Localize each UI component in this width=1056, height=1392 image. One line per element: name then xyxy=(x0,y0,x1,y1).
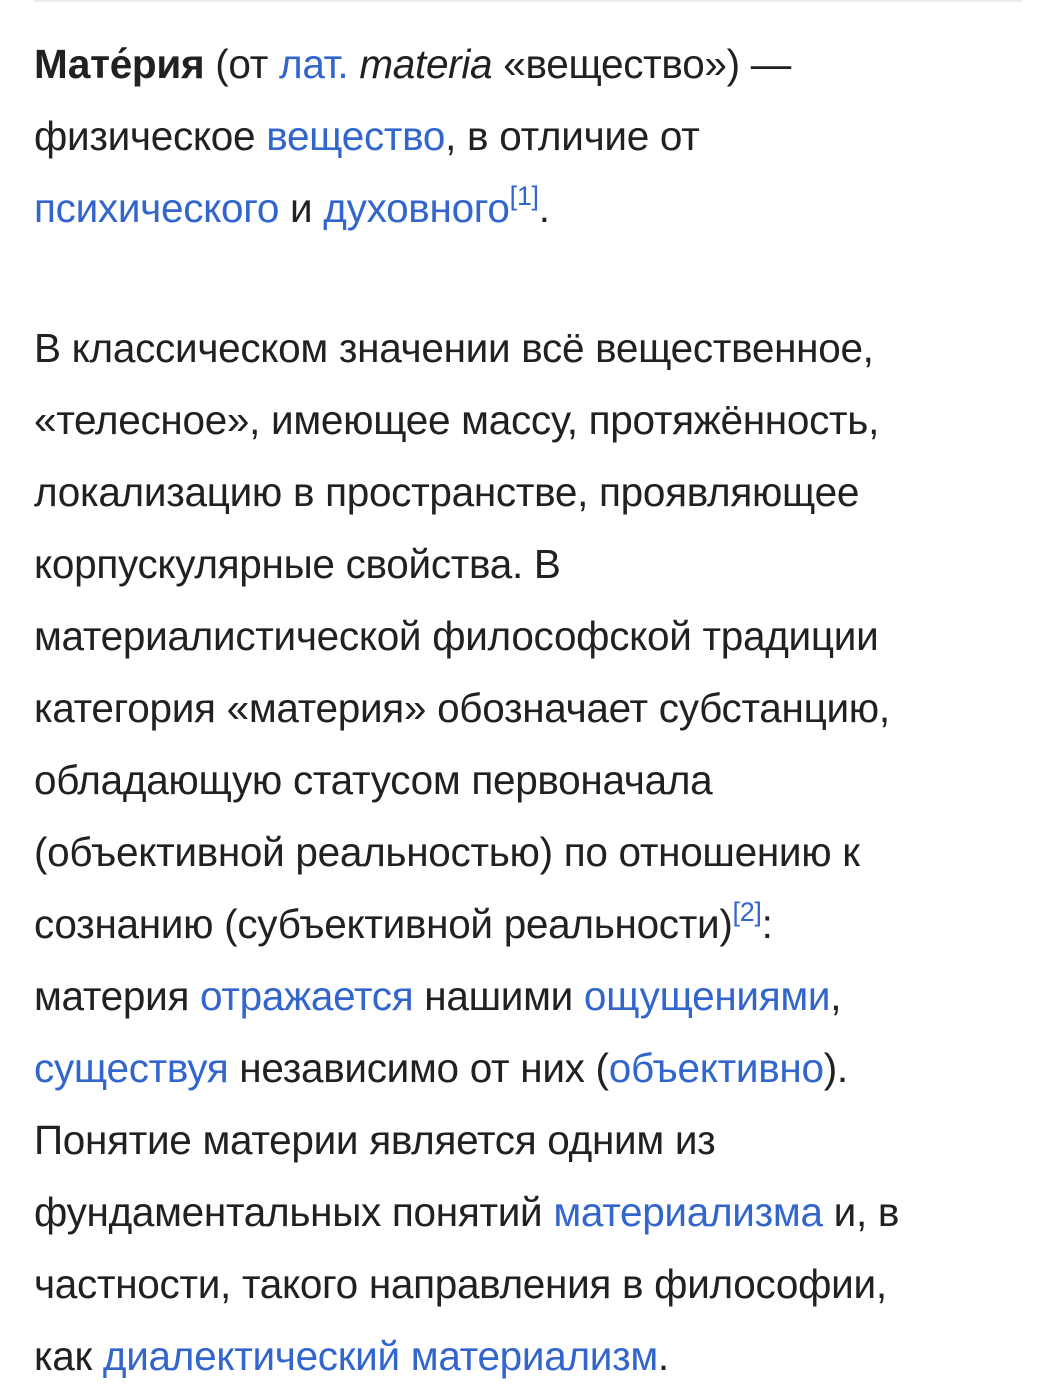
top-divider xyxy=(34,0,1022,2)
link-psychic[interactable]: психического xyxy=(34,185,280,231)
body-line: Понятие материи является одним из xyxy=(34,1117,716,1163)
body-line: частности, такого направления в философии, xyxy=(34,1261,887,1307)
body-line-13 xyxy=(34,1176,1024,1248)
body-line: корпускулярные свойства. В xyxy=(34,541,561,587)
body-text: сознанию (субъективной реальности) xyxy=(34,901,733,947)
link-substance[interactable]: вещество xyxy=(266,113,446,159)
body-text: и, в xyxy=(822,1189,900,1235)
intro-line-1 xyxy=(34,28,1024,100)
body-line: обладающую статусом первоначала xyxy=(34,757,713,803)
reference-link-1[interactable]: [1] xyxy=(509,181,539,211)
body-text: фундаментальных понятий xyxy=(34,1189,554,1235)
intro-text: физическое xyxy=(34,113,267,159)
intro-text: «вещество») — xyxy=(492,41,791,87)
body-line: категория «материя» обозначает субстанцию, xyxy=(34,685,890,731)
body-line-15 xyxy=(34,1320,1024,1392)
link-dialectical-materialism[interactable]: диалектический материализм xyxy=(102,1333,658,1379)
article-term: Мате́рия xyxy=(34,41,205,87)
article-content xyxy=(34,28,1024,1392)
body-line: (объективной реальностью) по отношению к xyxy=(34,829,860,875)
body-text: нашими xyxy=(413,973,584,1019)
body-line: материалистической философской традиции xyxy=(34,613,879,659)
body-line-9 xyxy=(34,888,1024,960)
reference-2 xyxy=(733,897,762,927)
body-text: ). xyxy=(823,1045,848,1091)
body-line: локализацию в пространстве, проявляющее xyxy=(34,469,860,515)
body-text: материя xyxy=(34,973,201,1019)
body-text: , xyxy=(830,973,842,1019)
link-spiritual[interactable]: духовного xyxy=(323,185,510,231)
reference-1 xyxy=(510,181,539,211)
link-reflected[interactable]: отражается xyxy=(200,973,414,1019)
intro-text: , в отличие от xyxy=(445,113,700,159)
body-line: В классическом значении всё вещественное, xyxy=(34,325,874,371)
body-line-11 xyxy=(34,1032,1024,1104)
reference-link-2[interactable]: [2] xyxy=(732,897,762,927)
body-line: «телесное», имеющее массу, протяжённость, xyxy=(34,397,880,443)
intro-text: и xyxy=(279,185,324,231)
intro-text: (от xyxy=(204,41,279,87)
body-paragraph xyxy=(34,312,1024,1392)
link-materialism[interactable]: материализма xyxy=(553,1189,823,1235)
latin-word: materia xyxy=(359,41,493,87)
body-text: : xyxy=(761,901,773,947)
body-text: как xyxy=(34,1333,103,1379)
body-line-10 xyxy=(34,960,1024,1032)
intro-line-3 xyxy=(34,172,1024,244)
link-objectively[interactable]: объективно xyxy=(608,1045,824,1091)
link-latin[interactable]: лат. xyxy=(278,41,349,87)
link-existing[interactable]: существуя xyxy=(34,1045,229,1091)
intro-text: . xyxy=(538,185,550,231)
body-text: независимо от них ( xyxy=(228,1045,609,1091)
intro-text xyxy=(348,41,359,87)
link-sensations[interactable]: ощущениями xyxy=(583,973,831,1019)
intro-paragraph xyxy=(34,28,1024,244)
intro-line-2 xyxy=(34,100,1024,172)
body-text: . xyxy=(657,1333,669,1379)
